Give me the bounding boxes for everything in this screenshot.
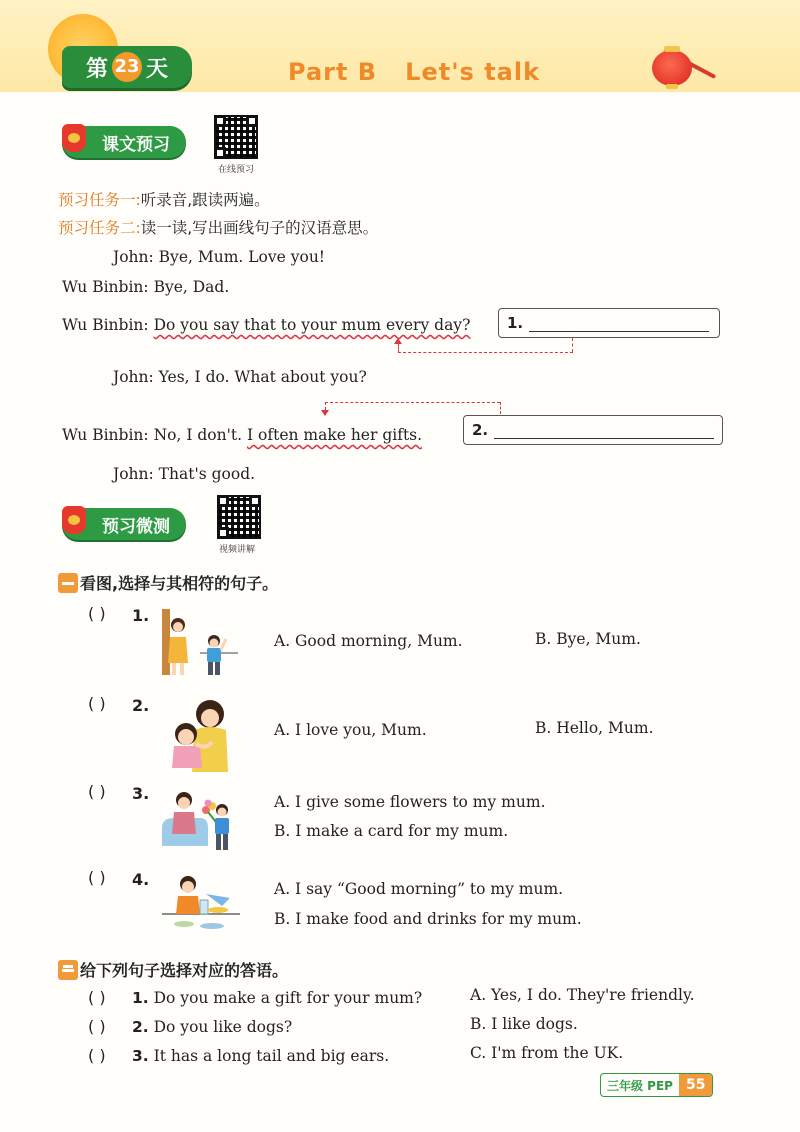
- question-number: 2.: [132, 696, 150, 715]
- qr-corner: [249, 495, 261, 507]
- speaker: Wu Binbin:: [62, 426, 149, 444]
- question-number: 3.: [132, 1047, 149, 1065]
- question-text: It has a long tail and big ears.: [153, 1047, 390, 1065]
- line-text: Bye, Mum. Love you!: [158, 248, 326, 266]
- answer-box-number: 1.: [507, 314, 524, 332]
- speaker: Wu Binbin:: [62, 316, 149, 334]
- picture-hug-mum: [160, 694, 240, 774]
- task-2-label: 预习任务二:: [58, 219, 141, 237]
- qr-corner: [217, 495, 229, 507]
- line-text: Bye, Dad.: [153, 278, 230, 296]
- red-bag-icon: [62, 506, 86, 534]
- dialogue-line-4: [113, 368, 367, 386]
- arrow-down-icon: [321, 410, 329, 416]
- option-b: B. Bye, Mum.: [535, 630, 641, 648]
- footer-badge: [600, 1073, 713, 1097]
- task-1-label: 预习任务一:: [58, 191, 141, 209]
- section-label: 课文预习: [102, 134, 170, 155]
- task-2-text: 读一读,写出画线句子的汉语意思。: [140, 219, 379, 237]
- connector: [398, 343, 399, 353]
- answer-box-2[interactable]: [463, 415, 723, 445]
- answer-option: B. I like dogs.: [470, 1015, 578, 1033]
- connector: [572, 338, 573, 352]
- picture-make-food: [160, 872, 242, 938]
- line-text: No, I don't.: [153, 426, 243, 444]
- day-prefix: 第: [85, 56, 108, 82]
- heading-text: 看图,选择与其相符的句子。: [80, 574, 279, 593]
- answer-line[interactable]: [529, 315, 709, 332]
- option-a: A. Good morning, Mum.: [274, 632, 463, 650]
- lantern-cap: [664, 46, 680, 52]
- answer-paren[interactable]: ( ): [88, 604, 106, 623]
- footer-grade: 三年级 PEP: [607, 1078, 673, 1093]
- question-row: [132, 989, 422, 1007]
- answer-paren[interactable]: ( ): [88, 782, 106, 801]
- answer-paren[interactable]: ( ): [88, 988, 106, 1007]
- number-one-icon: [58, 573, 78, 593]
- underlined-sentence-2: I often make her gifts.: [246, 426, 423, 444]
- question-number: 1.: [132, 989, 149, 1007]
- connector: [325, 402, 500, 403]
- dialogue-line-1: [113, 248, 325, 266]
- answer-option: A. Yes, I do. They're friendly.: [470, 986, 695, 1004]
- option-b: B. I make food and drinks for my mum.: [274, 910, 582, 928]
- dialogue-line-2: [62, 278, 229, 296]
- page-title: Part B Let's talk: [288, 58, 541, 86]
- question-number: 4.: [132, 870, 150, 889]
- answer-option: C. I'm from the UK.: [470, 1044, 624, 1062]
- qr-caption: 在线预习: [218, 165, 255, 175]
- heading-text: 给下列句子选择对应的答语。: [80, 961, 289, 980]
- speaker: John:: [113, 248, 154, 266]
- number-two-icon: [58, 960, 78, 980]
- day-number: 23: [112, 52, 142, 82]
- question-text: Do you like dogs?: [153, 1018, 293, 1036]
- answer-box-1[interactable]: [498, 308, 720, 338]
- line-text: That's good.: [158, 465, 256, 483]
- lantern-tassel: [666, 84, 678, 89]
- question-number: 1.: [132, 606, 150, 625]
- qr-corner: [214, 115, 226, 127]
- page-number: 55: [679, 1074, 712, 1096]
- option-b: B. Hello, Mum.: [535, 719, 654, 737]
- option-a: A. I give some flowers to my mum.: [274, 793, 546, 811]
- question-row: [132, 1047, 389, 1065]
- dialogue-line-3: [62, 316, 470, 334]
- day-badge: [62, 46, 192, 88]
- question-number: 3.: [132, 784, 150, 803]
- day-suffix: 天: [146, 56, 169, 82]
- task-1: [58, 188, 270, 210]
- answer-line[interactable]: [494, 422, 714, 439]
- dialogue-line-6: [113, 465, 255, 483]
- picture-family-goodbye: [160, 603, 240, 679]
- line-text: Yes, I do. What about you?: [158, 368, 367, 386]
- task-2: [58, 216, 378, 238]
- speaker: John:: [113, 368, 154, 386]
- answer-paren[interactable]: ( ): [88, 1017, 106, 1036]
- question-number: 2.: [132, 1018, 149, 1036]
- task-1-text: 听录音,跟读两遍。: [140, 191, 270, 209]
- dialogue-line-5: [62, 426, 422, 444]
- underlined-sentence-1: Do you say that to your mum every day?: [153, 316, 471, 334]
- question-row: [132, 1018, 292, 1036]
- answer-paren[interactable]: ( ): [88, 868, 106, 887]
- red-bag-icon: [62, 124, 86, 152]
- option-b: B. I make a card for my mum.: [274, 822, 509, 840]
- option-a: A. I say “Good morning” to my mum.: [274, 880, 564, 898]
- lantern-icon: [652, 50, 692, 86]
- connector: [500, 402, 501, 414]
- section-label: 预习微测: [102, 516, 170, 537]
- part-1-heading: [58, 571, 278, 594]
- answer-paren[interactable]: ( ): [88, 1046, 106, 1065]
- qr-corner: [246, 115, 258, 127]
- picture-flowers-for-mum: [160, 788, 242, 854]
- qr-corner: [214, 147, 226, 159]
- speaker: Wu Binbin:: [62, 278, 149, 296]
- qr-corner: [217, 527, 229, 539]
- part-2-heading: [58, 958, 288, 981]
- answer-box-number: 2.: [472, 421, 489, 439]
- answer-paren[interactable]: ( ): [88, 694, 106, 713]
- option-a: A. I love you, Mum.: [274, 721, 427, 739]
- connector: [398, 352, 573, 353]
- speaker: John:: [113, 465, 154, 483]
- question-text: Do you make a gift for your mum?: [153, 989, 423, 1007]
- connector: [325, 402, 326, 410]
- arrow-up-icon: [394, 338, 402, 344]
- qr-caption: 视频讲解: [219, 545, 256, 555]
